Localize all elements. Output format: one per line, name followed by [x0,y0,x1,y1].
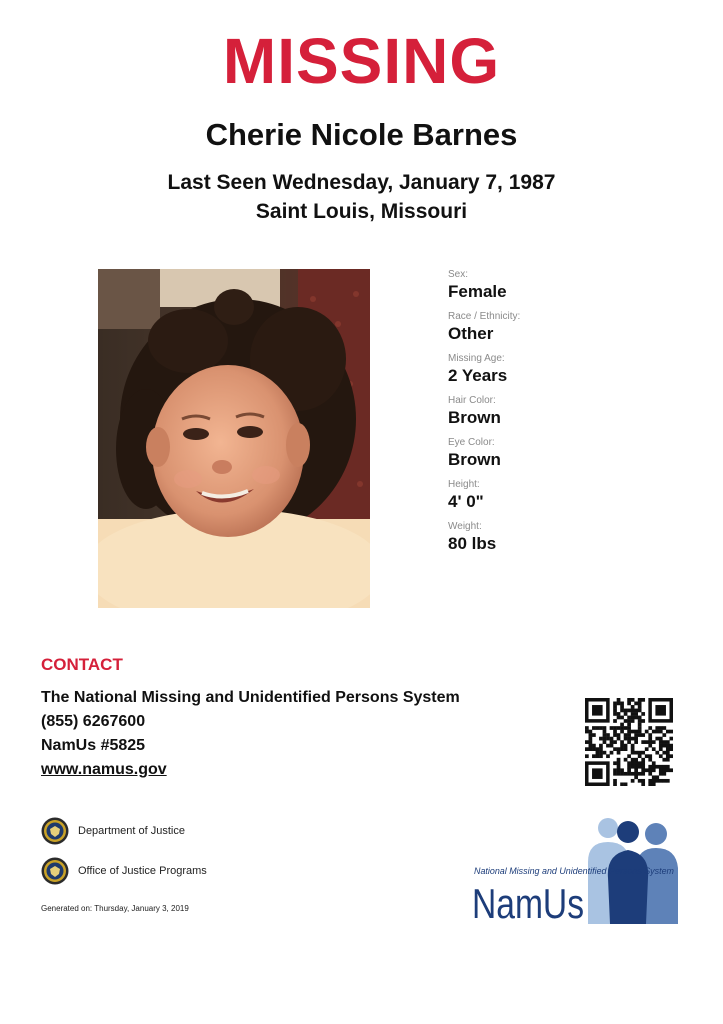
detail-label: Race / Ethnicity: [448,311,521,322]
case-number: NamUs #5825 [41,737,146,754]
person-details [448,268,688,562]
logo-tagline: National Missing and Unidentified Persons System [474,866,675,876]
detail-value: Brown [448,408,501,427]
contact-heading: CONTACT [41,655,123,674]
detail-hair-color [448,394,688,428]
detail-label: Hair Color: [448,395,496,406]
detail-race-ethnicity [448,310,688,344]
detail-label: Sex: [448,269,469,280]
contact-phone[interactable]: (855) 6267600 [41,713,146,730]
namus-logo [470,812,680,924]
detail-label: Eye Color: [448,437,495,448]
person-name: Cherie Nicole Barnes [205,117,518,152]
detail-value: 4' 0" [448,492,484,511]
detail-sex [448,268,688,302]
generated-date: Generated on: Thursday, January 3, 2019 [41,904,189,913]
missing-headline: MISSING [222,25,501,97]
detail-label: Missing Age: [448,353,505,364]
detail-value: 80 lbs [448,534,497,553]
qr-code-icon[interactable] [585,698,673,786]
detail-missing-age [448,352,688,386]
detail-value: Brown [448,450,501,469]
doj-seal-icon [41,817,69,845]
last-seen-location: Saint Louis, Missouri [255,200,468,223]
logo-wordmark: NamUs [472,880,584,924]
contact-organization: The National Missing and Unidentified Persons System [41,689,460,706]
detail-weight [448,520,688,554]
detail-eye-color [448,436,688,470]
agency-label: Office of Justice Programs [78,865,207,877]
missing-person-photo [98,269,370,608]
last-seen-date: Last Seen Wednesday, January 7, 1987 [167,171,556,194]
detail-value: 2 Years [448,366,508,385]
detail-label: Weight: [448,521,482,532]
ojp-seal-icon [41,857,69,885]
agency-label: Department of Justice [78,825,185,837]
detail-value: Other [448,324,494,343]
detail-value: Female [448,282,507,301]
detail-label: Height: [448,479,480,490]
website-link[interactable]: www.namus.gov [41,761,167,778]
detail-height [448,478,688,512]
